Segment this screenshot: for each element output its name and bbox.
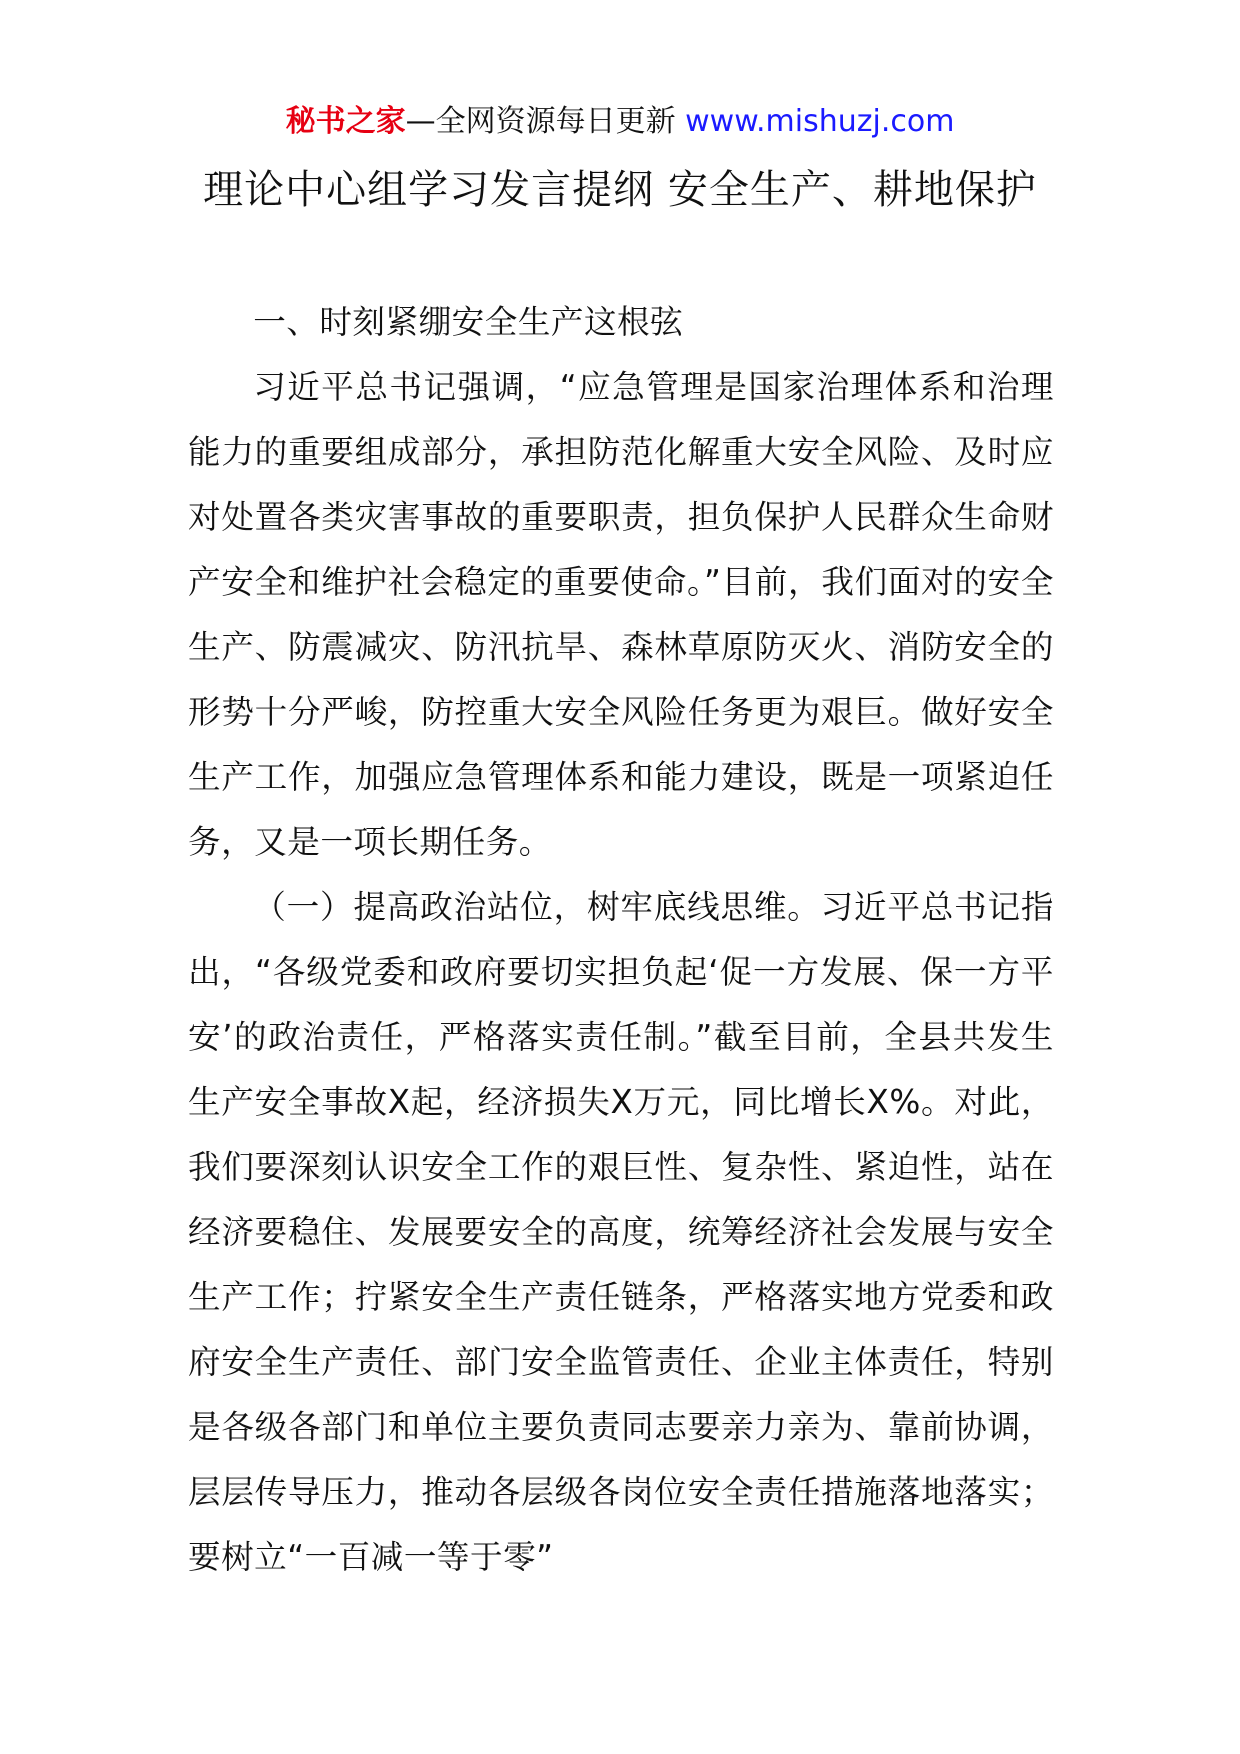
site-url-link[interactable]: www.mishuzj.com xyxy=(685,104,955,139)
document-body xyxy=(188,290,1054,1590)
paragraph-point-one: （一）提高政治站位，树牢底线思维。习近平总书记指出，“各级党委和政府要切实担负起‘促一方发展、保一方平安’的政治责任，严格落实责任制。”截至目前，全县共发生生产安全事故X起，经济损失X万元，同比增长X%。对此，我们要深刻认识安全工作的艰巨性、复杂性、紧迫性，站在经济要稳住、发展要安全的高度，统筹经济社会发展与安全生产工作；拧紧安全生产责任链条，严格落实地方党委和政府安全生产责任、部门安全监管责任、企业主体责任，特别是各级各部门和单位主要负责同志要亲力亲为、靠前协调，层层传导压力，推动各层级各岗位安全责任措施落地落实；要树立“一百减一等于零” xyxy=(188,888,1054,1576)
paragraph-intro: 习近平总书记强调，“应急管理是国家治理体系和治理能力的重要组成部分，承担防范化解重大安全风险、及时应对处置各类灾害事故的重要职责，担负保护人民群众生命财产安全和维护社会稳定的重要使命。”目前，我们面对的安全生产、防震减灾、防汛抗旱、森林草原防灭火、消防安全的形势十分严峻，防控重大安全风险任务更为艰巨。做好安全生产工作，加强应急管理体系和能力建设，既是一项紧迫任务，又是一项长期任务。 xyxy=(188,368,1054,861)
document-title: 理论中心组学习发言提纲 安全生产、耕地保护 xyxy=(203,167,1037,213)
section-heading: 一、时刻紧绷安全生产这根弦 xyxy=(253,303,684,341)
site-header xyxy=(0,100,1240,144)
site-brand: 秘书之家 xyxy=(285,104,406,139)
site-tagline: —全网资源每日更新 xyxy=(405,104,676,139)
